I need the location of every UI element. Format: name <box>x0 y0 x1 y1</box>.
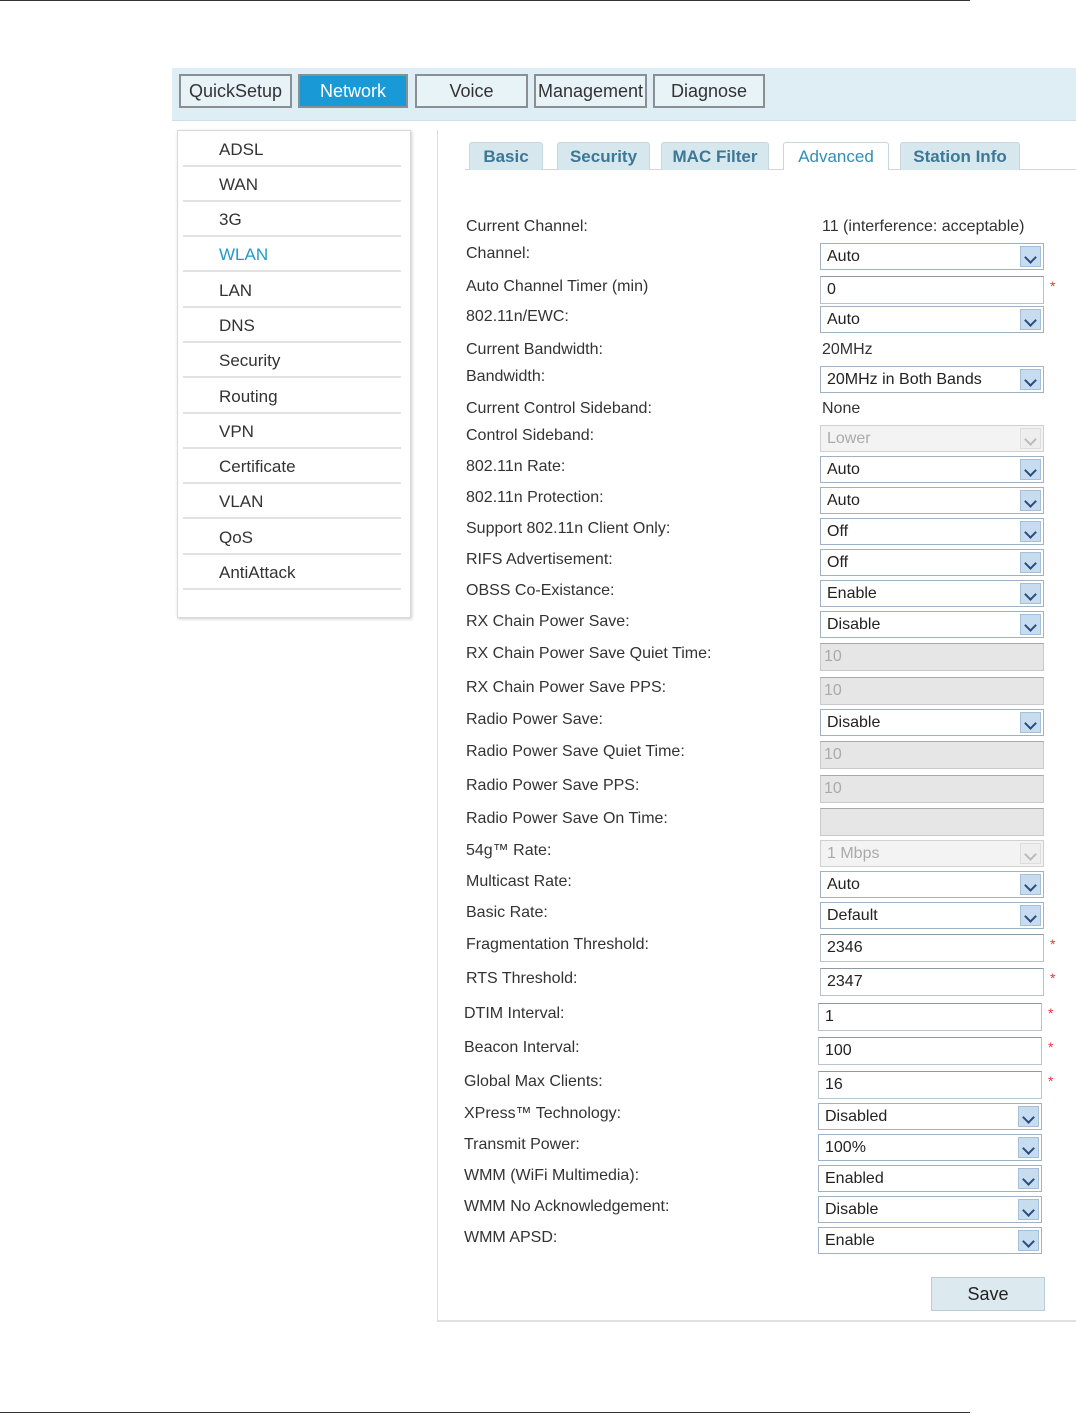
current-channel-label: Current Channel: <box>466 218 588 235</box>
required-marker: * <box>1048 1073 1054 1089</box>
xpress-technology-label: XPress™ Technology: <box>464 1105 622 1122</box>
beacon-interval-input[interactable]: 100 <box>818 1037 1042 1065</box>
chevron-down-icon <box>1020 309 1041 330</box>
54g-rate-select <box>820 840 1044 867</box>
topnav-quicksetup[interactable]: QuickSetup <box>179 74 292 108</box>
rifs-advertisement-selected-value: Off <box>827 554 849 571</box>
chevron-down-icon <box>1020 459 1041 480</box>
required-marker: * <box>1048 1039 1054 1055</box>
channel-label: Channel: <box>466 245 531 262</box>
sidebar-item-dns[interactable]: DNS <box>183 309 401 343</box>
control-sideband-selected-value: Lower <box>827 430 871 447</box>
chevron-down-icon <box>1020 614 1041 635</box>
wmm-wifi-multimedia-selected-value: Enabled <box>825 1170 884 1187</box>
bandwidth-select[interactable] <box>820 366 1044 393</box>
wmm-no-acknowledgement-selected-value: Disable <box>825 1201 879 1218</box>
support-802-11n-client-only-label: Support 802.11n Client Only: <box>466 520 671 537</box>
sidebar-item-wlan[interactable]: WLAN <box>183 238 401 272</box>
sidebar-item-3g[interactable]: 3G <box>183 203 401 237</box>
wmm-apsd-label: WMM APSD: <box>464 1229 558 1246</box>
sidebar-item-vpn[interactable]: VPN <box>183 415 401 449</box>
chevron-down-icon <box>1020 369 1041 390</box>
sidebar-item-security[interactable]: Security <box>183 344 401 378</box>
sidebar-item-qos[interactable]: QoS <box>183 521 401 555</box>
802-11n-protection-label: 802.11n Protection: <box>466 489 604 506</box>
global-max-clients-input[interactable]: 16 <box>818 1071 1042 1099</box>
chevron-down-icon <box>1020 843 1041 864</box>
wmm-apsd-select[interactable] <box>818 1227 1042 1254</box>
802-11n-protection-select[interactable] <box>820 487 1044 514</box>
sidebar-item-antiattack[interactable]: AntiAttack <box>183 556 401 590</box>
rifs-advertisement-select[interactable] <box>820 549 1044 576</box>
chevron-down-icon <box>1020 583 1041 604</box>
current-bandwidth-label: Current Bandwidth: <box>466 341 603 358</box>
tab-mac-filter[interactable]: MAC Filter <box>661 142 769 170</box>
chevron-down-icon <box>1018 1106 1039 1127</box>
beacon-interval-label: Beacon Interval: <box>464 1039 580 1056</box>
auto-channel-timer-min-input[interactable]: 0 <box>820 276 1044 304</box>
obss-co-existance-select[interactable] <box>820 580 1044 607</box>
required-marker: * <box>1050 278 1056 294</box>
tab-basic[interactable]: Basic <box>469 142 543 170</box>
802-11n-ewc-select[interactable] <box>820 306 1044 333</box>
rx-chain-power-save-pps-label: RX Chain Power Save PPS: <box>466 679 667 696</box>
transmit-power-label: Transmit Power: <box>464 1136 580 1153</box>
page-bottom-rule <box>0 1412 970 1413</box>
wmm-apsd-selected-value: Enable <box>825 1232 875 1249</box>
sidebar-item-adsl[interactable]: ADSL <box>183 133 401 167</box>
multicast-rate-label: Multicast Rate: <box>466 873 572 890</box>
sidebar-item-certificate[interactable]: Certificate <box>183 450 401 484</box>
54g-rate-label: 54g™ Rate: <box>466 842 552 859</box>
current-bandwidth-value: 20MHz <box>822 341 873 358</box>
channel-select[interactable] <box>820 243 1044 270</box>
global-max-clients-label: Global Max Clients: <box>464 1073 603 1090</box>
802-11n-rate-selected-value: Auto <box>827 461 860 478</box>
topnav-diagnose[interactable]: Diagnose <box>653 74 765 108</box>
tab-advanced[interactable]: Advanced <box>783 142 889 170</box>
radio-power-save-quiet-time-label: Radio Power Save Quiet Time: <box>466 743 685 760</box>
rx-chain-power-save-quiet-time-input: 10 <box>820 643 1044 671</box>
chevron-down-icon <box>1018 1199 1039 1220</box>
54g-rate-selected-value: 1 Mbps <box>827 845 880 862</box>
chevron-down-icon <box>1020 874 1041 895</box>
rts-threshold-label: RTS Threshold: <box>466 970 578 987</box>
obss-co-existance-selected-value: Enable <box>827 585 877 602</box>
802-11n-ewc-label: 802.11n/EWC: <box>466 308 569 325</box>
bandwidth-label: Bandwidth: <box>466 368 546 385</box>
rx-chain-power-save-label: RX Chain Power Save: <box>466 613 630 630</box>
sidebar-item-lan[interactable]: LAN <box>183 274 401 308</box>
multicast-rate-select[interactable] <box>820 871 1044 898</box>
802-11n-rate-select[interactable] <box>820 456 1044 483</box>
chevron-down-icon <box>1018 1137 1039 1158</box>
topnav-network[interactable]: Network <box>298 74 408 108</box>
chevron-down-icon <box>1020 712 1041 733</box>
xpress-technology-selected-value: Disabled <box>825 1108 888 1125</box>
channel-selected-value: Auto <box>827 248 860 265</box>
wmm-no-acknowledgement-select[interactable] <box>818 1196 1042 1223</box>
radio-power-save-select[interactable] <box>820 709 1044 736</box>
802-11n-rate-label: 802.11n Rate: <box>466 458 566 475</box>
802-11n-ewc-selected-value: Auto <box>827 311 860 328</box>
radio-power-save-pps-input: 10 <box>820 775 1044 803</box>
topnav-voice[interactable]: Voice <box>415 74 528 108</box>
radio-power-save-on-time-input <box>820 808 1044 836</box>
radio-power-save-quiet-time-input: 10 <box>820 741 1044 769</box>
fragmentation-threshold-label: Fragmentation Threshold: <box>466 936 649 953</box>
rx-chain-power-save-selected-value: Disable <box>827 616 881 633</box>
chevron-down-icon <box>1020 905 1041 926</box>
chevron-down-icon <box>1018 1230 1039 1251</box>
control-sideband-label: Control Sideband: <box>466 427 595 444</box>
sidebar-item-routing[interactable]: Routing <box>183 380 401 414</box>
chevron-down-icon <box>1020 490 1041 511</box>
chevron-down-icon <box>1018 1168 1039 1189</box>
wmm-wifi-multimedia-label: WMM (WiFi Multimedia): <box>464 1167 640 1184</box>
rifs-advertisement-label: RIFS Advertisement: <box>466 551 613 568</box>
radio-power-save-pps-label: Radio Power Save PPS: <box>466 777 640 794</box>
dtim-interval-input[interactable]: 1 <box>818 1003 1042 1031</box>
control-sideband-select <box>820 425 1044 452</box>
multicast-rate-selected-value: Auto <box>827 876 860 893</box>
fragmentation-threshold-input[interactable]: 2346 <box>820 934 1044 962</box>
support-802-11n-client-only-select[interactable] <box>820 518 1044 545</box>
chevron-down-icon <box>1020 246 1041 267</box>
chevron-down-icon <box>1020 521 1041 542</box>
save-button[interactable]: Save <box>931 1277 1045 1311</box>
radio-power-save-on-time-label: Radio Power Save On Time: <box>466 810 668 827</box>
802-11n-protection-selected-value: Auto <box>827 492 860 509</box>
wmm-no-acknowledgement-label: WMM No Acknowledgement: <box>464 1198 670 1215</box>
bandwidth-selected-value: 20MHz in Both Bands <box>827 371 982 388</box>
basic-rate-label: Basic Rate: <box>466 904 548 921</box>
support-802-11n-client-only-selected-value: Off <box>827 523 849 540</box>
xpress-technology-select[interactable] <box>818 1103 1042 1130</box>
tab-security[interactable]: Security <box>557 142 650 170</box>
obss-co-existance-label: OBSS Co-Existance: <box>466 582 615 599</box>
required-marker: * <box>1050 970 1056 986</box>
rx-chain-power-save-select[interactable] <box>820 611 1044 638</box>
basic-rate-selected-value: Default <box>827 907 878 924</box>
page-top-rule <box>0 0 970 1</box>
radio-power-save-label: Radio Power Save: <box>466 711 603 728</box>
chevron-down-icon <box>1020 428 1041 449</box>
dtim-interval-label: DTIM Interval: <box>464 1005 565 1022</box>
rx-chain-power-save-pps-input: 10 <box>820 677 1044 705</box>
rts-threshold-input[interactable]: 2347 <box>820 968 1044 996</box>
wmm-wifi-multimedia-select[interactable] <box>818 1165 1042 1192</box>
transmit-power-selected-value: 100% <box>825 1139 866 1156</box>
transmit-power-select[interactable] <box>818 1134 1042 1161</box>
current-control-sideband-value: None <box>822 400 861 417</box>
required-marker: * <box>1050 936 1056 952</box>
required-marker: * <box>1048 1005 1054 1021</box>
chevron-down-icon <box>1020 552 1041 573</box>
auto-channel-timer-min-label: Auto Channel Timer (min) <box>466 278 649 295</box>
sidebar-item-vlan[interactable]: VLAN <box>183 485 401 519</box>
basic-rate-select[interactable] <box>820 902 1044 929</box>
sidebar-item-wan[interactable]: WAN <box>183 168 401 202</box>
current-channel-value: 11 (interference: acceptable) <box>822 218 1025 235</box>
current-control-sideband-label: Current Control Sideband: <box>466 400 652 417</box>
rx-chain-power-save-quiet-time-label: RX Chain Power Save Quiet Time: <box>466 645 712 662</box>
radio-power-save-selected-value: Disable <box>827 714 881 731</box>
tab-station-info[interactable]: Station Info <box>900 142 1020 170</box>
topnav-management[interactable]: Management <box>534 74 647 108</box>
